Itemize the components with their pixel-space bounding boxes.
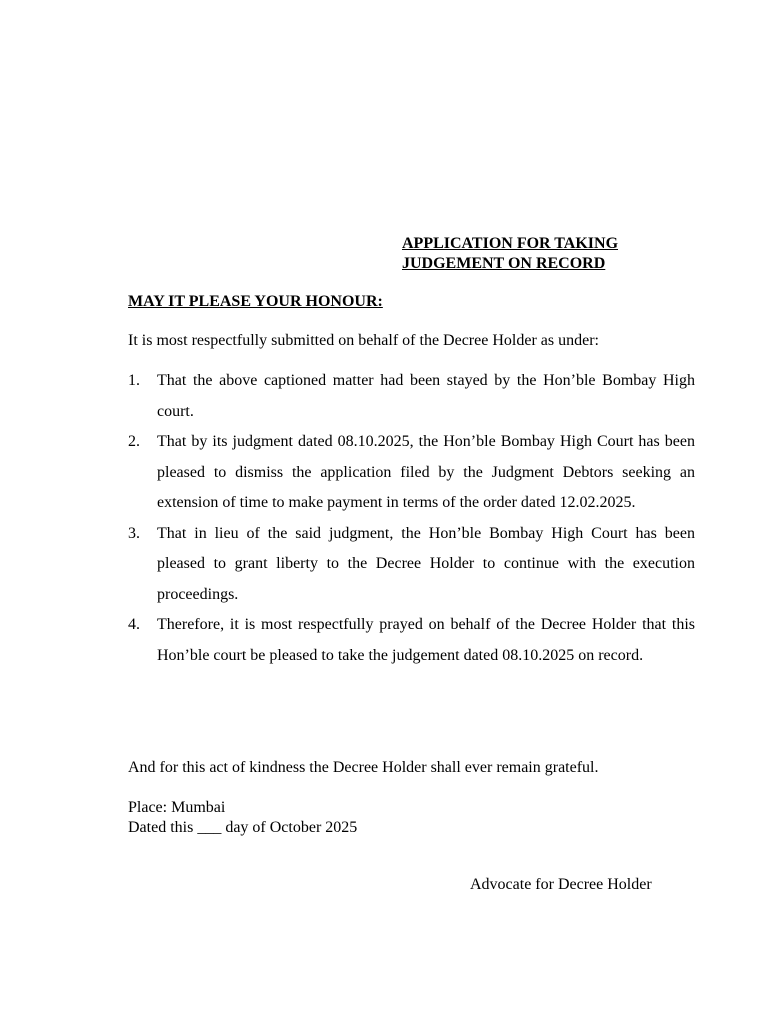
item-text: That in lieu of the said judgment, the Hon’ble Bombay High Court has been pleased to grant liberty to the Decree Holder to continue with the execution proceedings. (157, 524, 695, 603)
list-item (128, 366, 695, 427)
signature-line: Advocate for Decree Holder (470, 876, 652, 893)
list-item (128, 519, 695, 611)
place-line: Place: Mumbai (128, 799, 226, 816)
item-number: 2. (128, 433, 140, 450)
closing-paragraph: And for this act of kindness the Decree Holder shall ever remain grateful. (128, 759, 599, 776)
item-number: 3. (128, 524, 140, 542)
item-number: 4. (128, 616, 140, 633)
list-item (128, 610, 695, 671)
salutation: MAY IT PLEASE YOUR HONOUR: (128, 293, 383, 310)
list-item (128, 427, 695, 519)
item-text: Therefore, it is most respectfully prayed on behalf of the Decree Holder that this Hon’ble court be pleased to take the judgement dated 08.10.2025 on record. (157, 616, 695, 664)
document-title (402, 234, 618, 274)
intro-paragraph: It is most respectfully submitted on behalf of the Decree Holder as under: (128, 332, 599, 349)
numbered-list (128, 366, 695, 671)
item-number: 1. (128, 372, 140, 389)
title-line-2: JUDGEMENT ON RECORD (402, 255, 606, 272)
title-line-1: APPLICATION FOR TAKING (402, 235, 619, 252)
dated-line: Dated this ___ day of October 2025 (128, 819, 358, 836)
item-text: That the above captioned matter had been stayed by the Hon’ble Bombay High court. (157, 372, 695, 420)
item-text: That by its judgment dated 08.10.2025, the Hon’ble Bombay High Court has been pleased to dismiss the application filed by the Judgment Debtors seeking an extension of time to make payment in terms of the order dated 12.02.2025. (157, 433, 695, 511)
